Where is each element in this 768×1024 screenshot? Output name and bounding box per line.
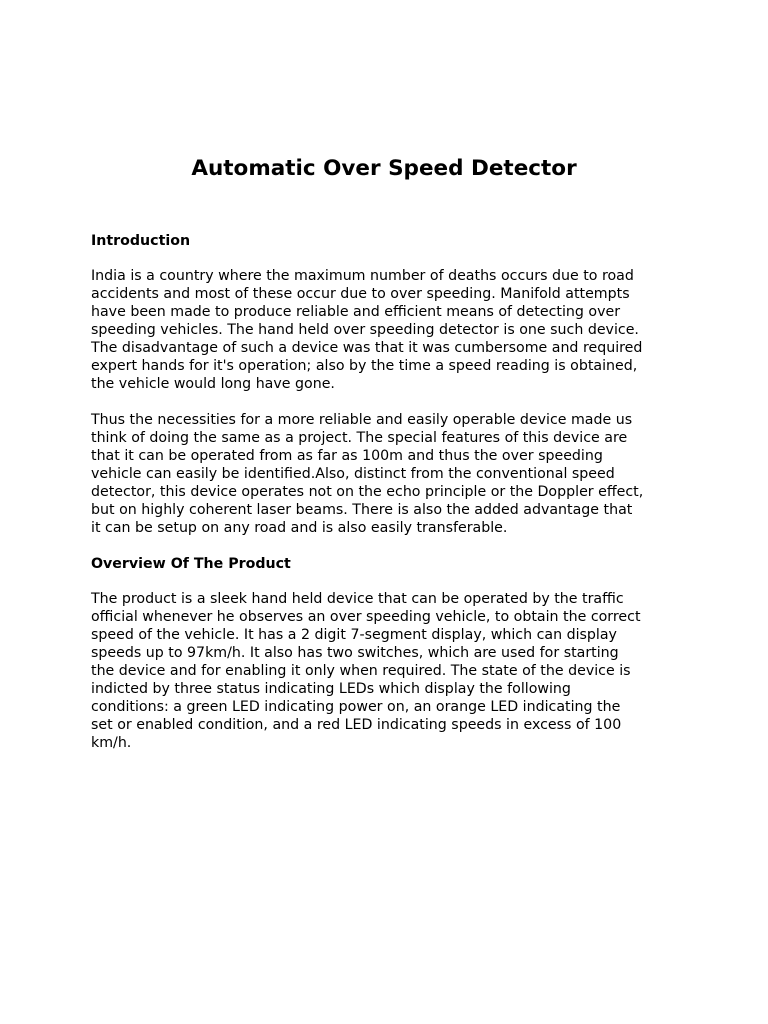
overview-paragraph (91, 590, 691, 752)
text-line: vehicle can easily be identified.Also, distinct from the conventional speed (91, 466, 615, 482)
document-body (91, 232, 691, 752)
text-line: the device and for enabling it only when required. The state of the device is (91, 663, 631, 679)
text-line: accidents and most of these occur due to over speeding. Manifold attempts (91, 286, 630, 302)
text-line: speeding vehicles. The hand held over speeding detector is one such device. (91, 322, 639, 338)
intro-paragraph-2 (91, 411, 691, 537)
text-line: expert hands for it's operation; also by the time a speed reading is obtained, (91, 358, 638, 374)
section-heading-introduction: Introduction (91, 233, 191, 249)
text-line: km/h. (91, 735, 132, 751)
text-line: have been made to produce reliable and efficient means of detecting over (91, 304, 621, 320)
text-line: India is a country where the maximum number of deaths occurs due to road (91, 268, 634, 284)
text-line: that it can be operated from as far as 100m and thus the over speeding (91, 448, 603, 464)
text-line: set or enabled condition, and a red LED indicating speeds in excess of 100 (91, 717, 622, 733)
text-line: speed of the vehicle. It has a 2 digit 7-segment display, which can display (91, 627, 617, 643)
text-line: but on highly coherent laser beams. There is also the added advantage that (91, 502, 633, 518)
text-line: conditions: a green LED indicating power on, an orange LED indicating the (91, 699, 621, 715)
text-line: speeds up to 97km/h. It also has two switches, which are used for starting (91, 645, 619, 661)
text-line: Thus the necessities for a more reliable and easily operable device made us (91, 412, 633, 428)
document-title: Automatic Over Speed Detector (191, 156, 577, 181)
text-line: think of doing the same as a project. The special features of this device are (91, 430, 628, 446)
intro-paragraph-1 (91, 267, 691, 393)
text-line: The disadvantage of such a device was that it was cumbersome and required (91, 340, 643, 356)
text-line: it can be setup on any road and is also easily transferable. (91, 520, 508, 536)
text-line: the vehicle would long have gone. (91, 376, 335, 392)
text-line: official whenever he observes an over speeding vehicle, to obtain the correct (91, 609, 641, 625)
text-line: The product is a sleek hand held device that can be operated by the traffic (91, 591, 624, 607)
section-heading-overview: Overview Of The Product (91, 556, 291, 572)
text-line: detector, this device operates not on the echo principle or the Doppler effect, (91, 484, 644, 500)
text-line: indicted by three status indicating LEDs which display the following (91, 681, 571, 697)
